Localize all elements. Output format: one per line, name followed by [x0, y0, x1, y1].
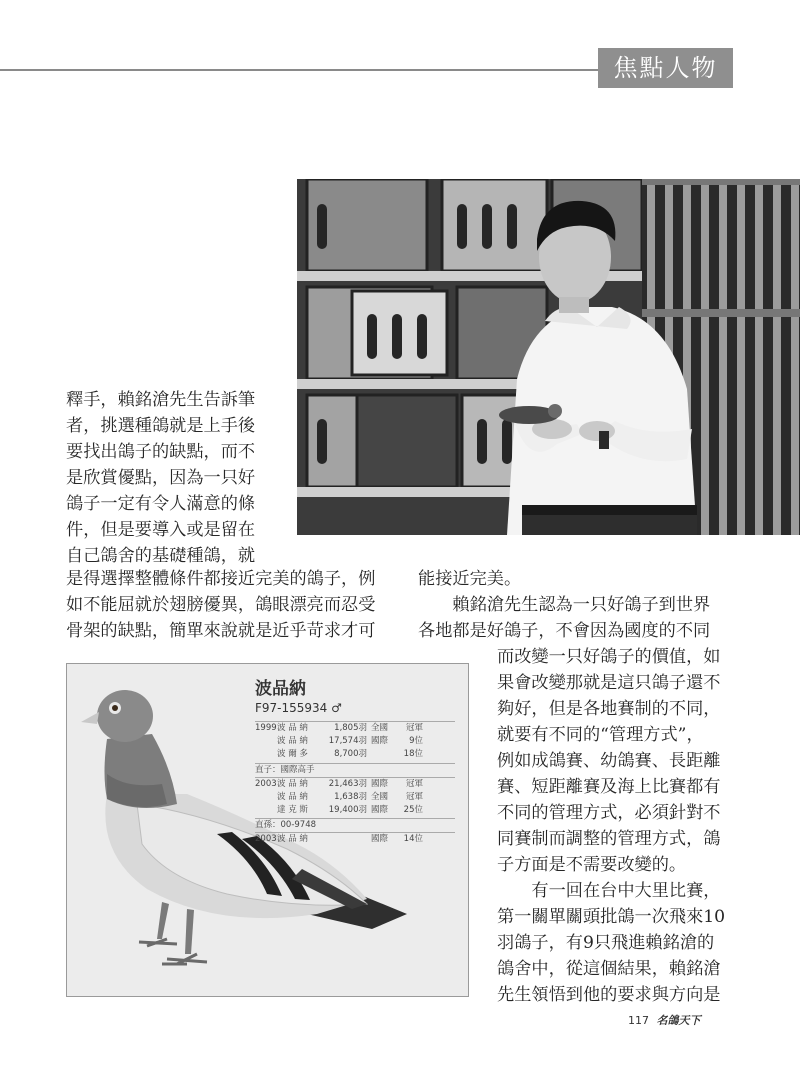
results-2003	[255, 777, 455, 818]
result-race: 波 品 納	[277, 778, 308, 789]
article-right-column	[497, 644, 725, 1008]
text-line: 有一回在台中大里比賽，	[531, 881, 721, 901]
result-birds: 17,574羽	[328, 736, 367, 747]
result-level: 全國	[371, 723, 389, 733]
text-line: 骨架的缺點，簡單來說就是近乎苛求才可	[66, 621, 376, 641]
result-race: 波 品 納	[277, 736, 308, 747]
result-year: 1999	[255, 723, 277, 733]
result-year: 2003	[255, 834, 277, 845]
result-row	[255, 791, 455, 804]
result-year	[255, 791, 277, 804]
result-row	[255, 735, 455, 748]
text-line: 子方面是不需要改變的。	[497, 855, 687, 875]
text-line: 要找出鴿子的缺點，而不	[66, 442, 256, 462]
result-row	[255, 722, 455, 735]
result-race: 達 克 斯	[277, 805, 308, 816]
article-left-wide	[66, 566, 375, 644]
article-left-narrow	[66, 387, 255, 569]
result-level: 全國	[371, 791, 389, 802]
result-birds: 19,400羽	[328, 805, 367, 816]
result-place: 冠軍	[405, 723, 423, 733]
result-race: 波 爾 多	[277, 749, 308, 760]
text-line: 是欣賞優點，因為一只好	[66, 468, 256, 488]
text-line: 鴿舍中，從這個結果，賴銘滄	[497, 959, 721, 979]
pedigree-panel	[255, 674, 455, 846]
page-footer	[628, 1012, 701, 1028]
result-birds: 21,463羽	[328, 778, 367, 789]
result-row	[255, 748, 455, 761]
text-line: 賴銘滄先生認為一只好鴿子到世界	[452, 595, 711, 615]
loft-photo	[297, 179, 800, 535]
pedigree-note-offspring: 直子：國際高手	[255, 763, 455, 777]
text-line: 釋手，賴銘滄先生告訴筆	[66, 390, 256, 410]
result-level: 國際	[371, 834, 389, 845]
result-place: 9位	[409, 736, 423, 747]
result-place: 14位	[403, 834, 423, 845]
pigeon-name: 波品納	[255, 679, 306, 699]
result-place: 25位	[403, 805, 423, 816]
text-line: 就要有不同的“管理方式”，	[497, 725, 704, 745]
text-line: 羽鴿子，有9只飛進賴銘滄的	[497, 933, 715, 953]
result-year	[255, 804, 277, 817]
pigeon-ring-number: F97-155934 ♂	[255, 701, 342, 715]
text-line: 例如成鴿賽、幼鴿賽、長距離	[497, 751, 721, 771]
result-level: 國際	[371, 736, 389, 747]
text-line: 各地都是好鴿子，不會因為國度的不同	[418, 621, 711, 641]
magazine-name: 名鴿天下	[656, 1014, 701, 1027]
section-tag: 焦點人物	[598, 48, 733, 88]
result-level: 國際	[371, 778, 389, 789]
results-1999	[255, 721, 455, 762]
result-race: 波 品 納	[277, 834, 308, 845]
text-line: 同賽制而調整的管理方式，鴿	[497, 829, 721, 849]
text-line: 鴿子一定有令人滿意的條	[66, 494, 256, 514]
result-row	[255, 778, 455, 791]
text-line: 者，挑選種鴿就是上手後	[66, 416, 256, 436]
result-place: 冠軍	[405, 791, 423, 802]
text-line: 而改變一只好鴿子的價值，如	[497, 647, 721, 667]
loft-photo-illustration	[297, 179, 800, 535]
results-last	[255, 832, 455, 846]
result-race: 波 品 納	[277, 723, 308, 733]
result-birds: 1,805羽	[334, 723, 367, 733]
result-row	[255, 804, 455, 817]
result-year	[255, 735, 277, 748]
text-line: 自己鴿舍的基礎種鴿，就	[66, 546, 256, 566]
header-rule	[0, 69, 598, 71]
result-place: 18位	[403, 749, 423, 760]
result-row	[255, 833, 455, 846]
result-place: 冠軍	[405, 778, 423, 789]
text-line: 是得選擇整體條件都接近完美的鴿子，例	[66, 569, 376, 589]
result-birds: 8,700羽	[334, 749, 367, 760]
article-right-top	[418, 566, 710, 644]
text-line: 如不能屈就於翅膀優異，鴿眼漂亮而忍受	[66, 595, 376, 615]
text-line: 第一關單關頭批鴿一次飛來10	[497, 907, 726, 927]
text-line: 件，但是要導入或是留在	[66, 520, 256, 540]
result-race: 波 品 納	[277, 791, 308, 802]
result-year: 2003	[255, 778, 277, 789]
pigeon-card	[66, 663, 469, 997]
result-year	[255, 748, 277, 761]
page-number: 117	[628, 1014, 649, 1027]
pedigree-note-grandchild: 直孫：00-9748	[255, 818, 455, 832]
text-line: 賽、短距離賽及海上比賽都有	[497, 777, 721, 797]
text-line: 能接近完美。	[418, 569, 522, 589]
text-line: 不同的管理方式，必須針對不	[497, 803, 721, 823]
result-level: 國際	[371, 805, 389, 816]
result-birds	[317, 833, 371, 846]
text-line: 先生領悟到他的要求與方向是	[497, 985, 721, 1005]
text-line: 夠好，但是各地賽制的不同，	[497, 699, 721, 719]
text-line: 果會改變那就是這只鴿子還不	[497, 673, 721, 693]
result-birds: 1,638羽	[334, 791, 367, 802]
result-level	[371, 748, 397, 761]
